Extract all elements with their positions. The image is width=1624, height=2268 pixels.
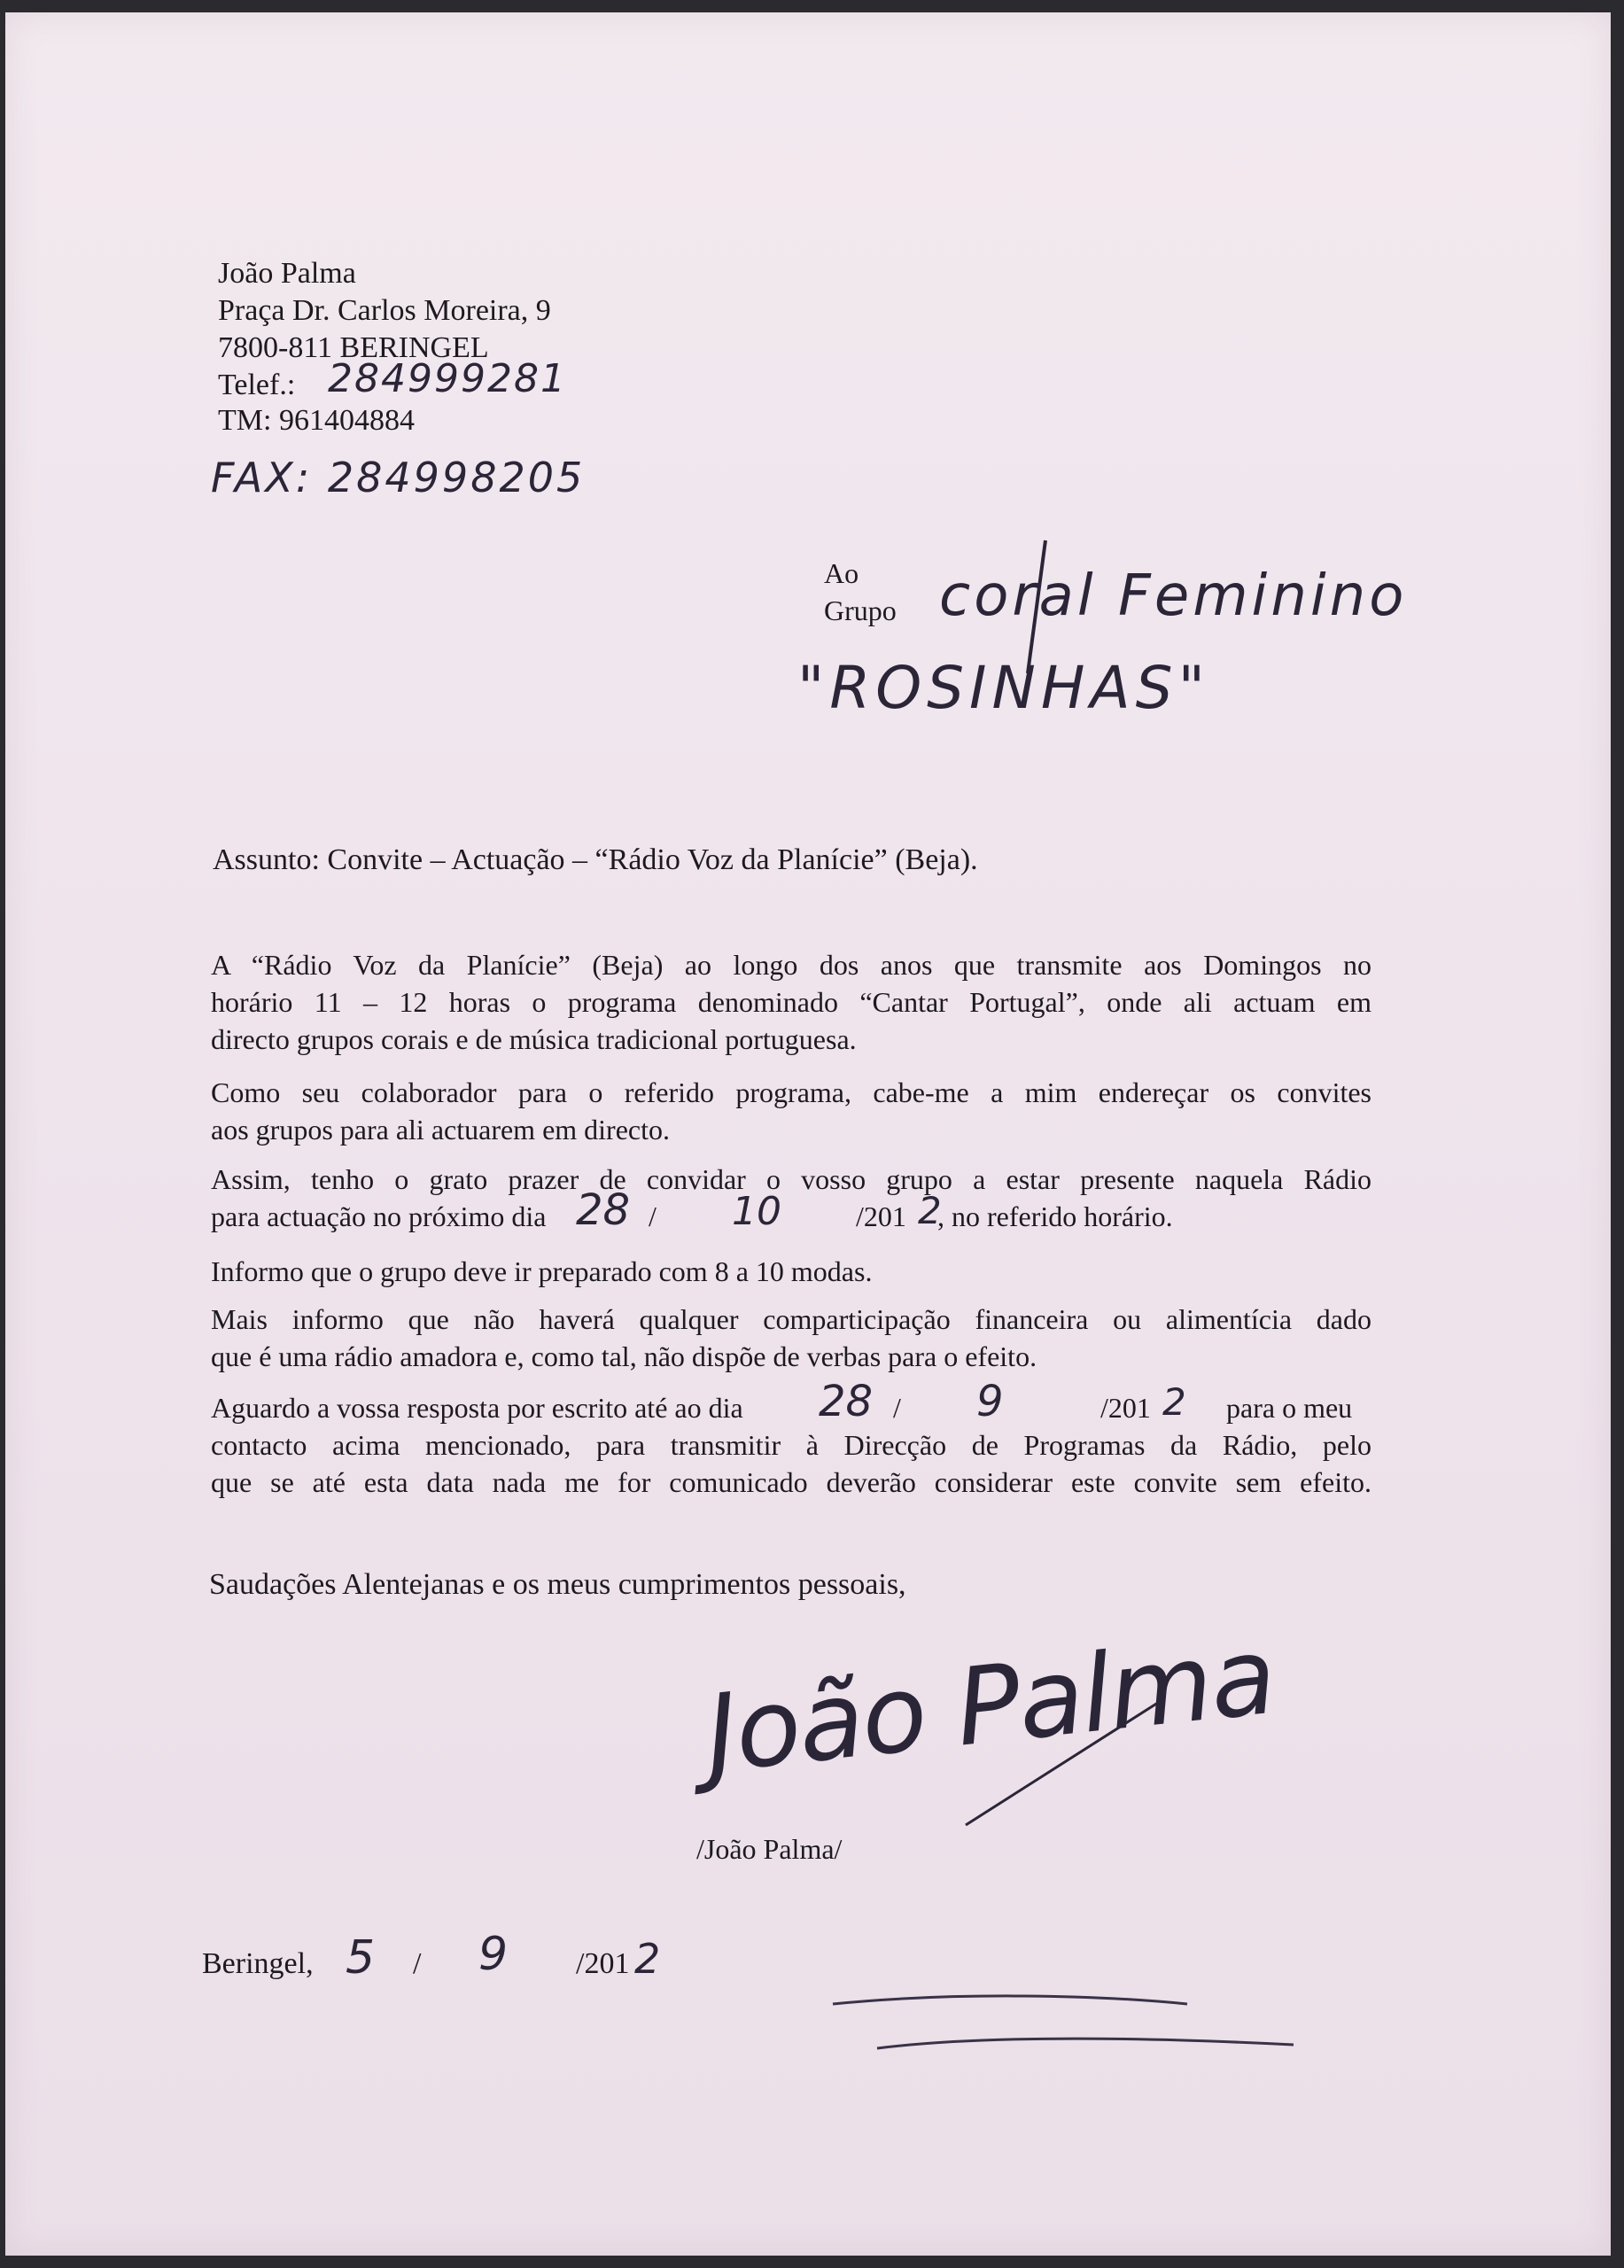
paragraph-line: que se até esta data nada me for comunicado deverão considerar este convite sem efeito. [211, 1466, 1371, 1498]
reply-year-typed: /201 [1100, 1392, 1151, 1424]
invitation-day: 28 [576, 1185, 631, 1235]
sender-telef-label: Telef.: [218, 369, 296, 401]
invitation-sep-1: / [649, 1200, 657, 1232]
sender-address: Praça Dr. Carlos Moreira, 9 [218, 294, 551, 327]
recipient-ao: Ao [824, 557, 859, 589]
sender-telef-handwritten: 284999281 [328, 356, 567, 401]
invitation-year-typed: /201 [856, 1200, 906, 1232]
date-place: Beringel, [202, 1947, 314, 1980]
sender-postal: 7800-811 BERINGEL [218, 331, 489, 364]
recipient-grupo-handwritten: coral Feminino [939, 563, 1408, 629]
closing-line: Saudações Alentejanas e os meus cumprimentos pessoais, [209, 1568, 906, 1601]
paragraph-line: Assim, tenho o grato prazer de convidar o vosso grupo a estar presente naquela Rádio [211, 1163, 1371, 1195]
sender-name: João Palma [218, 257, 356, 290]
paragraph-line: aos grupos para ali actuarem em directo. [211, 1114, 670, 1146]
date-month: 9 [478, 1928, 509, 1981]
handwritten-signature: João Palma [700, 1614, 1280, 1798]
invitation-text-start: para actuação no próximo dia [211, 1200, 547, 1232]
signature-typed: /João Palma/ [696, 1833, 843, 1865]
paragraph-line: A “Rádio Voz da Planície” (Beja) ao longo dos anos que transmite aos Domingos no [211, 949, 1371, 981]
invitation-year-hand: 2 [918, 1189, 942, 1232]
invitation-text-end: , no referido horário. [937, 1200, 1173, 1232]
reply-year-hand: 2 [1162, 1380, 1186, 1424]
paragraph-2 [211, 1074, 1371, 1148]
reply-day: 28 [819, 1377, 874, 1426]
date-sep: / [413, 1947, 422, 1980]
paragraph-5 [211, 1301, 1371, 1375]
paragraph-line: horário 11 – 12 horas o programa denominado “Cantar Portugal”, onde ali actuam em [211, 986, 1371, 1018]
reply-month: 9 [976, 1377, 1004, 1426]
invitation-month: 10 [732, 1189, 781, 1234]
paragraph-3 [211, 1161, 1371, 1198]
reply-sep-1: / [893, 1392, 901, 1424]
date-year-typed: /201 [576, 1947, 630, 1980]
recipient-name-handwritten: "ROSINHAS" [797, 654, 1210, 722]
paragraph-1 [211, 946, 1371, 1058]
date-year-hand: 2 [634, 1935, 661, 1983]
reply-text-start: Aguardo a vossa resposta por escrito até ao dia [211, 1392, 743, 1424]
paragraph-6 [211, 1426, 1371, 1501]
date-day: 5 [346, 1931, 376, 1984]
paragraph-line: contacto acima mencionado, para transmitir à Direcção de Programas da Rádio, pelo [211, 1429, 1371, 1461]
reply-text-end: para o meu [1226, 1392, 1353, 1424]
paragraph-line: que é uma rádio amadora e, como tal, não dispõe de verbas para o efeito. [211, 1340, 1037, 1372]
paragraph-4: Informo que o grupo deve ir preparado com 8 a 10 modas. [211, 1255, 873, 1287]
paragraph-3-line-2 [211, 1198, 547, 1235]
paragraph-line: directo grupos corais e de música tradicional portuguesa. [211, 1023, 857, 1055]
recipient-grupo: Grupo [824, 594, 897, 626]
sender-tm: TM: 961404884 [218, 404, 415, 437]
paragraph-line: Mais informo que não haverá qualquer comparticipação financeira ou alimentícia dado [211, 1303, 1371, 1335]
sender-fax-handwritten: FAX: 284998205 [211, 454, 586, 501]
paragraph-line: Como seu colaborador para o referido programa, cabe-me a mim endereçar os convites [211, 1076, 1371, 1108]
subject-line: Assunto: Convite – Actuação – “Rádio Voz da Planície” (Beja). [213, 843, 978, 876]
